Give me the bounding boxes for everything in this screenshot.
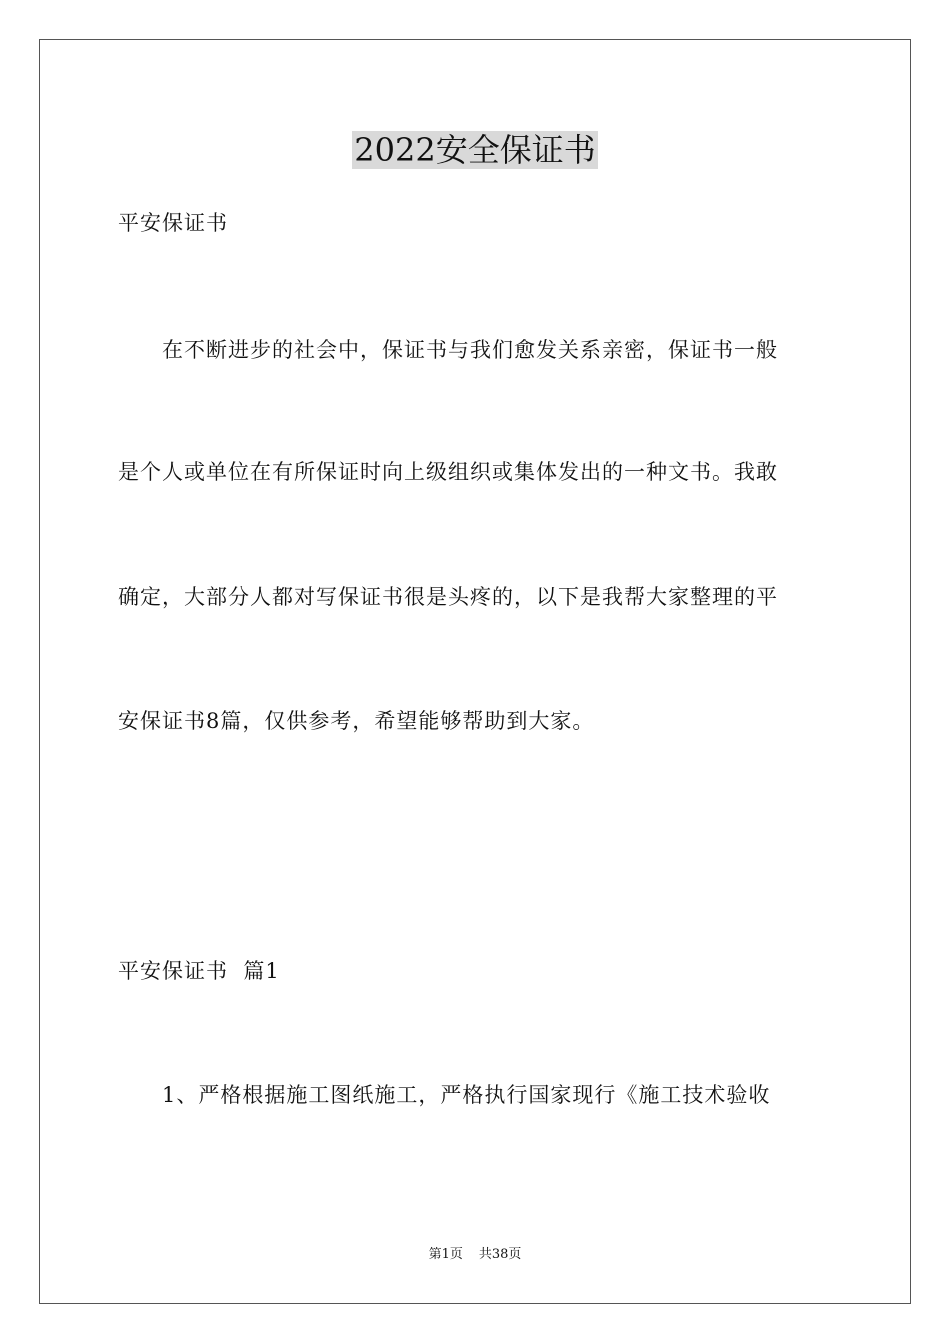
page-total: 共38页 bbox=[478, 1247, 522, 1262]
intro-line-3: 确定，大部分人都对写保证书很是头疼的，以下是我帮大家整理的平 bbox=[118, 585, 778, 609]
section-heading: 平安保证书 篇1 bbox=[118, 959, 280, 983]
section-line-1: 1、严格根据施工图纸施工，严格执行国家现行《施工技术验收 bbox=[162, 1083, 771, 1107]
intro-line-2: 是个人或单位在有所保证时向上级组织或集体发出的一种文书。我敢 bbox=[118, 460, 778, 484]
intro-line-1: 在不断进步的社会中，保证书与我们愈发关系亲密，保证书一般 bbox=[162, 338, 778, 362]
page-footer bbox=[0, 1246, 950, 1264]
document-title bbox=[0, 128, 950, 172]
document-title-text: 2022安全保证书 bbox=[354, 131, 596, 169]
intro-line-4: 安保证书8篇，仅供参考，希望能够帮助到大家。 bbox=[118, 709, 595, 733]
document-subtitle: 平安保证书 bbox=[118, 211, 228, 235]
page-number: 第1页 bbox=[428, 1247, 463, 1262]
